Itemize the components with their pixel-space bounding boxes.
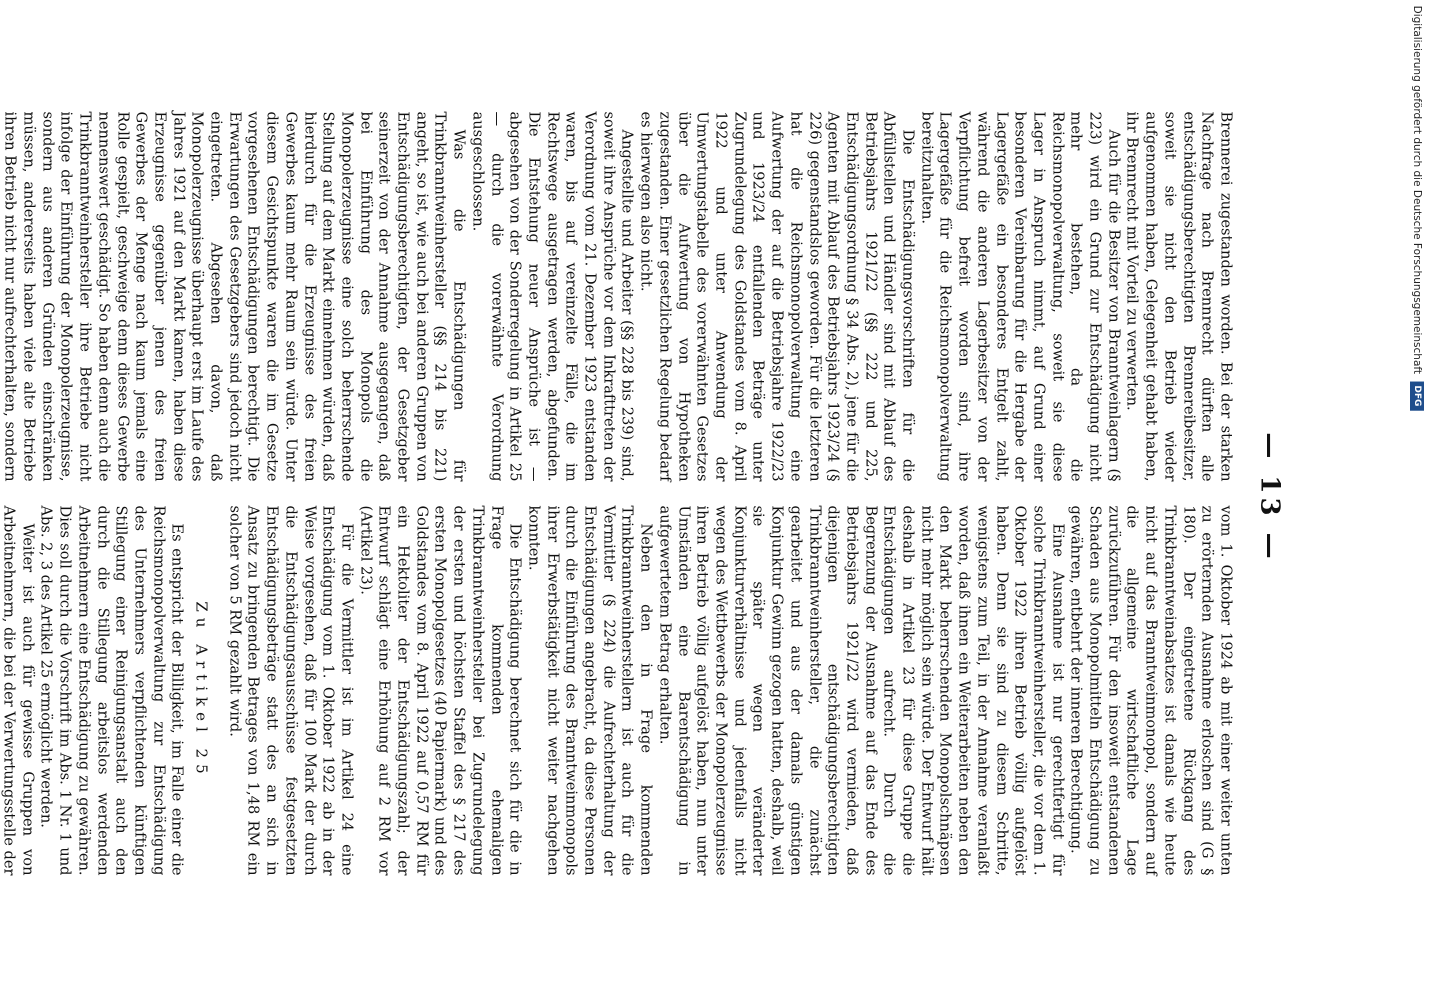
- credit-text: Digitalisierung gefördert durch die Deutsche Forschungsgemeinschaft: [1411, 5, 1423, 375]
- paragraph: Eine Ausnahme ist nur gerechtfertigt für solche Trinkbranntweinhersteller, die vor dem 1. Oktober 1922 ihren Betrieb völlig aufgelöst haben. Denn sie sind zu diesem Schritte, wenigstens zum Teil, in der Annahme veranlaßt worden, daß ihnen ein Weiterarbeiten neben den den Markt beherrschenden Monopolschnäpsen nicht mehr möglich sein würde. Der Entwurf hält deshalb in Artikel 23 für diese Gruppe die Entschädigungen aufrecht. Durch die Begrenzung der Ausnahme auf das Ende des Betriebsjahrs 1921/22 wird vermieden, daß diejenigen entschädigungsberechtigten Trinkbranntweinhersteller, die zunächst gearbeitet und aus der damals günstigen Konjunktur Gewinn gezogen hatten, deshalb, weil sie später wegen veränderter Konjunkturverhältnisse und jedenfalls nicht wegen des Wettbewerbs der Monopolerzeugnisse ihren Betrieb völlig aufgelöst haben, nun unter Umständen eine Barentschädigung in aufgewertetem Betrag erhalten.: [656, 505, 1067, 876]
- section-heading: Zu Artikel 25: [192, 601, 211, 780]
- paragraph: Auch für die Besitzer von Branntweinlagern (§ 223) wird ein Grund zur Entschädigung nicht mehr bestehen, da die Reichsmonopolverwaltung, soweit sie diese Lager in Anspruch nimmt, auf Grund einer besonderen Vereinbarung für die Hergabe der Lagergefäße ein besonderes Entgelt zahlt, während die anderen Lagerbesitzer von der Verpflichtung befreit worden sind, ihre Lagergefäße für die Reichsmonopolverwaltung bereitzuhalten.: [918, 111, 1123, 482]
- left-column: [0, 112, 1235, 482]
- paragraph: vom 1. Oktober 1924 ab mit einer weiter unten zu erörternden Ausnahme erloschen sind (G § 180). Der eingetretene Rückgang des Trinkbranntweinabsatzes ist damals wie heute nicht auf das Branntweinmonopol, sondern auf die allgemeine wirtschaftliche Lage zurückzuführen. Für den insoweit entstandenen Schaden aus Monopolmitteln Entschädigung zu gewähren, entbehrt der inneren Berechtigung.: [1067, 505, 1235, 876]
- paragraph: Weiter ist auch für gewisse Gruppen von Arbeitnehmern, die bei der Verwertungsstelle der: [0, 505, 37, 876]
- paragraph: Die Entschädigungsvorschriften für die Abfüllstellen und Händler sind mit Ablauf des Betriebsjahrs 1921/22 (§§ 222 und 225, Entschädigungsordnung § 34 Abs. 2), jene für die Agenten mit Ablauf des Betriebsjahrs 1923/24 (§ 226) gegenstandslos geworden. Für die letzteren hat die Reichsmonopolverwaltung eine Aufwertung der auf die Betriebsjahre 1922/23 und 1923/24 entfallenden Beträge unter Zugrundelegung des Goldstandes vom 8. April 1922 und unter Anwendung der Umwertungstabelle des vorerwähnten Gesetzes über die Aufwertung von Hypotheken zugestanden. Einer gesetzlichen Regelung bedarf es hierwegen also nicht.: [637, 111, 917, 482]
- credit-line: [1410, 6, 1424, 411]
- page-number: — 13 —: [1254, 432, 1285, 563]
- paragraph: Für die Vermittler ist im Artikel 24 eine Entschädigung vom 1. Oktober 1922 ab in der Weise vorgesehen, daß für 100 Mark der durch die Entschädigungsausschüsse festgesetzten Entschädigungsbeträge statt des an sich in Ansatz zu bringenden Betrages von 1,48 RM ein solcher von 5 RM gezahlt wird.: [226, 505, 356, 876]
- paragraph: Angestellte und Arbeiter (§§ 228 bis 239) sind, soweit ihre Ansprüche vor dem Inkrafttreten der Verordnung vom 21. Dezember 1923 entstanden waren, bis auf vereinzelte Fälle, die im Rechtswege ausgetragen werden, abgefunden. Die Entstehung neuer Ansprüche ist — abgesehen von der Sonderregelung in Artikel 25 — durch die vorerwähnte Verordnung ausgeschlossen.: [469, 111, 636, 482]
- digitization-credit: [1402, 5, 1432, 408]
- rotated-document-page: [0, 98, 1293, 898]
- dfg-logo: DFG: [1410, 381, 1424, 410]
- paragraph: Die Entschädigung berechnet sich für die in Frage kommenden ehemaligen Trinkbranntweinhersteller bei Zugrundelegung der ersten und höchsten Staffel des § 217 des ersten Monopolgesetzes (40 Papiermark) und des Goldstandes vom 8. April 1922 auf 0,57 RM für ein Hektoliter der Entschädigungszahl; der Entwurf schlägt eine Erhöhung auf 2 RM vor (Artikel 23).: [357, 505, 524, 876]
- paragraph: Was die Entschädigungen für Trinkbranntweinhersteller (§§ 214 bis 221) angeht, so ist, wie auch bei anderen Gruppen von Entschädigungsberechtigten, der Gesetzgeber seinerzeit von der Annahme ausgegangen, daß bei Einführung des Monopols die Monopolerzeugnisse eine solch beherrschende Stellung auf dem Markt einnehmen würden, daß hierdurch für die Erzeugnisse des freien Gewerbes kaum mehr Raum sein würde. Unter diesem Gesichtspunkte waren die im Gesetze vorgesehenen Entschädigungen berechtigt. Die Erwartungen des Gesetzgebers sind jedoch nicht eingetreten. Abgesehen davon, daß Monopolerzeugnisse überhaupt erst im Laufe des Jahres 1921 auf den Markt kamen, haben diese Erzeugnisse gegenüber jenen des freien Gewerbes der Menge nach kaum jemals eine Rolle gespielt, geschweige denn dieses Gewerbe nennenswert geschädigt. So haben denn auch die Trinkbranntweinhersteller ihre Betriebe nicht infolge der Einführung der Monopolerzeugnisse, sondern aus anderen Gründen einschränken müssen, andererseits haben viele alte Betriebe ihren Betrieb nicht nur aufrechterhalten, sondern: [1, 111, 468, 482]
- paragraph: Neben den in Frage kommenden Trinkbranntweinherstellern ist auch für die Vermittler (§ 224) die Aufrechterhaltung der Entschädigungen angebracht, da diese Personen durch die Einführung des Branntweinmonopols ihrer Erwerbstätigkeit nicht weiter nachgehen konnten.: [525, 505, 655, 876]
- paragraph: Es entspricht der Billigkeit, im Falle einer die Reichsmonopolverwaltung zur Entschädigung des Unternehmers verpflichtenden künftigen Stillegung einer Reinigungsanstalt auch den durch die Stillegung arbeitslos werdenden Arbeitnehmern eine Entschädigung zu gewähren. Dies soll durch die Vorschrift im Abs. 1 Nr. 1 und Abs. 2, 3 des Artikel 25 ermöglicht werden.: [37, 505, 186, 876]
- paragraph: Brennerei zugestanden worden. Bei der starken Nachfrage nach Brennrecht dürften alle entschädigungsberechtigten Brennereibesitzer, soweit sie nicht den Betrieb wieder aufgenommen haben, Gelegenheit gehabt haben, ihr Brennrecht mit Vorteil zu verwerten.: [1123, 111, 1235, 482]
- right-column: [0, 506, 1235, 876]
